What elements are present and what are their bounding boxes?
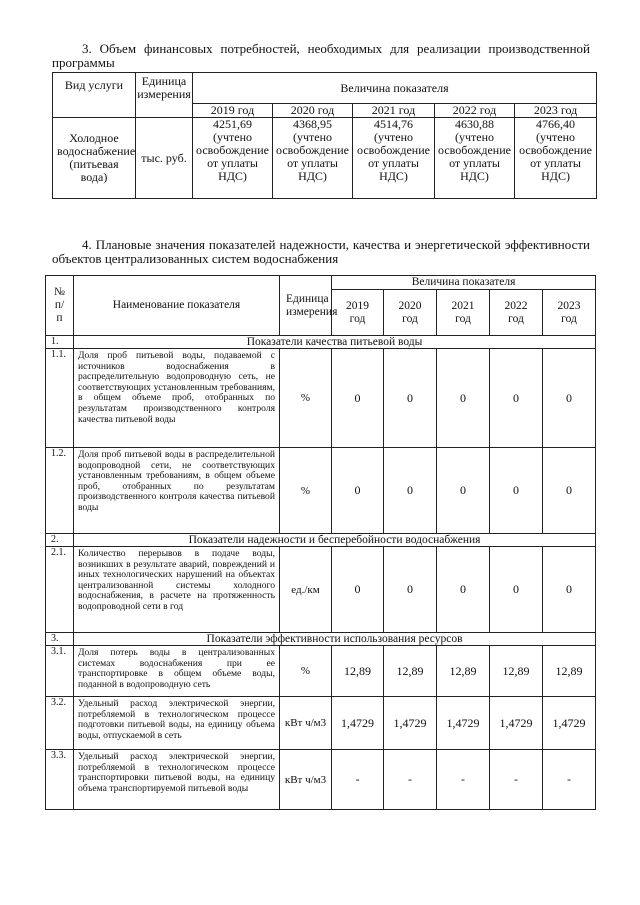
group-title: Показатели качества питьевой воды — [74, 336, 596, 349]
indicator-value: - — [384, 750, 437, 810]
indicator-name: Количество перерывов в подаче воды, возникших в результате аварий, повреждений и иных технологических нарушений на объектах централизованной системы холодного водоснабжения, в расчете на протяженность водопроводной сети в год — [74, 547, 280, 633]
indicator-unit: кВт ч/м3 — [280, 750, 332, 810]
section4-heading — [52, 238, 590, 266]
group-num: 1. — [46, 336, 74, 349]
section3-heading — [52, 42, 590, 70]
indicator-value: - — [543, 750, 596, 810]
t2-header-unit: Единица измерения — [280, 276, 332, 336]
indicators-table — [45, 275, 596, 810]
section3-heading-line2: программы — [52, 55, 115, 70]
t1-value-cell — [515, 118, 597, 199]
t1-value: 4630,88 — [455, 117, 494, 131]
t1-value-note: (учтено освобождение от уплаты НДС) — [438, 130, 511, 183]
t1-value: 4766,40 — [536, 117, 576, 131]
indicator-value: 1,4729 — [490, 697, 543, 750]
t1-value-note: (учтено освобождение от уплаты НДС) — [196, 130, 269, 183]
indicator-name: Удельный расход электрической энергии, потребляемой в технологическом процессе подготовки питьевой воды, на единицу объема воды, отпускаемой в сеть — [74, 697, 280, 750]
t1-header-value: Величина показателя — [193, 73, 597, 104]
indicator-value: 12,89 — [384, 646, 437, 697]
indicator-name: Доля проб питьевой воды в распределительной водопроводной сети, не соответствующих установленным требованиям, в общем объеме проб, отобранных по результатам производственного контроля качества питьевой воды — [74, 448, 280, 534]
t1-value: 4251,69 — [213, 117, 252, 131]
row-num: 3.1. — [46, 646, 74, 697]
indicator-value: 12,89 — [332, 646, 384, 697]
t1-value-cell — [273, 118, 353, 199]
t2-year: 2019 год — [332, 290, 384, 336]
indicator-value: 0 — [437, 448, 490, 534]
group-num: 3. — [46, 633, 74, 646]
indicator-value: 12,89 — [543, 646, 596, 697]
t1-year: 2020 год — [273, 104, 353, 118]
section3-heading-line1: 3. Объем финансовых потребностей, необходимых для реализации производственной — [82, 41, 590, 56]
section4-heading-line2: объектов централизованных систем водоснабжения — [52, 251, 339, 266]
t2-year: 2022 год — [490, 290, 543, 336]
t2-year: 2023 год — [543, 290, 596, 336]
t1-year: 2021 год — [353, 104, 435, 118]
t1-header-unit: Единица измерения — [136, 73, 193, 118]
indicator-value: 0 — [384, 547, 437, 633]
t2-header-value: Величина показателя — [332, 276, 596, 290]
t2-year: 2020 год — [384, 290, 437, 336]
indicator-value: 0 — [490, 547, 543, 633]
row-num: 3.3. — [46, 750, 74, 810]
t1-year: 2023 год — [515, 104, 597, 118]
indicator-name: Удельный расход электрической энергии, потребляемой в технологическом процессе транспортировки питьевой воды, на единицу объема транспортируемой питьевой воды — [74, 750, 280, 810]
indicator-value: 0 — [543, 448, 596, 534]
row-num: 1.1. — [46, 349, 74, 448]
t1-year: 2022 год — [435, 104, 515, 118]
indicator-row — [46, 646, 596, 697]
indicator-unit: ед./км — [280, 547, 332, 633]
t1-value-cell — [353, 118, 435, 199]
indicator-row — [46, 448, 596, 534]
indicator-row — [46, 547, 596, 633]
indicator-value: 0 — [490, 448, 543, 534]
t1-unit: тыс. руб. — [136, 118, 193, 199]
indicator-name: Доля потерь воды в централизованных системах водоснабжения при ее транспортировке в общем объеме воды, поданной в водопроводную сеть — [74, 646, 280, 697]
indicator-unit: % — [280, 448, 332, 534]
t1-value-note: (учтено освобождение от уплаты НДС) — [519, 130, 592, 183]
indicator-name: Доля проб питьевой воды, подаваемой с источников водоснабжения в распределительную водопроводную сеть, не соответствующих установленным требованиям, в общем объеме проб, отобранных по результатам производственного контроля качества питьевой воды — [74, 349, 280, 448]
indicator-value: 1,4729 — [437, 697, 490, 750]
t2-header-name: Наименование показателя — [74, 276, 280, 336]
indicator-value: 0 — [437, 349, 490, 448]
row-num: 3.2. — [46, 697, 74, 750]
indicator-value: 0 — [384, 448, 437, 534]
indicator-unit: кВт ч/м3 — [280, 697, 332, 750]
indicator-value: 0 — [543, 349, 596, 448]
group-title: Показатели надежности и бесперебойности водоснабжения — [74, 534, 596, 547]
indicator-value: 0 — [332, 547, 384, 633]
indicator-value: 1,4729 — [384, 697, 437, 750]
t1-value-note: (учтено освобождение от уплаты НДС) — [276, 130, 349, 183]
indicator-value: - — [437, 750, 490, 810]
t1-value-cell — [193, 118, 273, 199]
t2-header-num: № п/п — [46, 276, 74, 336]
t1-year: 2019 год — [193, 104, 273, 118]
row-num: 2.1. — [46, 547, 74, 633]
t1-value-cell — [435, 118, 515, 199]
indicator-unit: % — [280, 349, 332, 448]
indicator-value: - — [490, 750, 543, 810]
t1-value-note: (учтено освобождение от уплаты НДС) — [357, 130, 430, 183]
indicator-value: 0 — [437, 547, 490, 633]
indicator-value: 0 — [332, 448, 384, 534]
t1-value: 4368,95 — [293, 117, 332, 131]
indicator-row — [46, 697, 596, 750]
indicator-value: 1,4729 — [332, 697, 384, 750]
indicator-row — [46, 750, 596, 810]
indicator-row — [46, 349, 596, 448]
row-num: 1.2. — [46, 448, 74, 534]
t1-value: 4514,76 — [374, 117, 413, 131]
group-num: 2. — [46, 534, 74, 547]
indicator-value: 12,89 — [437, 646, 490, 697]
indicator-value: 0 — [490, 349, 543, 448]
section4-heading-line1: 4. Плановые значения показателей надежности, качества и энергетической эффективности — [82, 237, 590, 252]
indicator-value: 1,4729 — [543, 697, 596, 750]
indicator-value: 0 — [332, 349, 384, 448]
group-title: Показатели эффективности использования ресурсов — [74, 633, 596, 646]
indicator-value: 0 — [384, 349, 437, 448]
financial-needs-table — [52, 72, 597, 199]
t1-service-name: Холодное водоснабжение (питьевая вода) — [53, 118, 136, 199]
indicator-value: - — [332, 750, 384, 810]
indicator-value: 12,89 — [490, 646, 543, 697]
t1-header-service: Вид услуги — [53, 73, 136, 118]
indicator-unit: % — [280, 646, 332, 697]
indicator-value: 0 — [543, 547, 596, 633]
t2-year: 2021 год — [437, 290, 490, 336]
